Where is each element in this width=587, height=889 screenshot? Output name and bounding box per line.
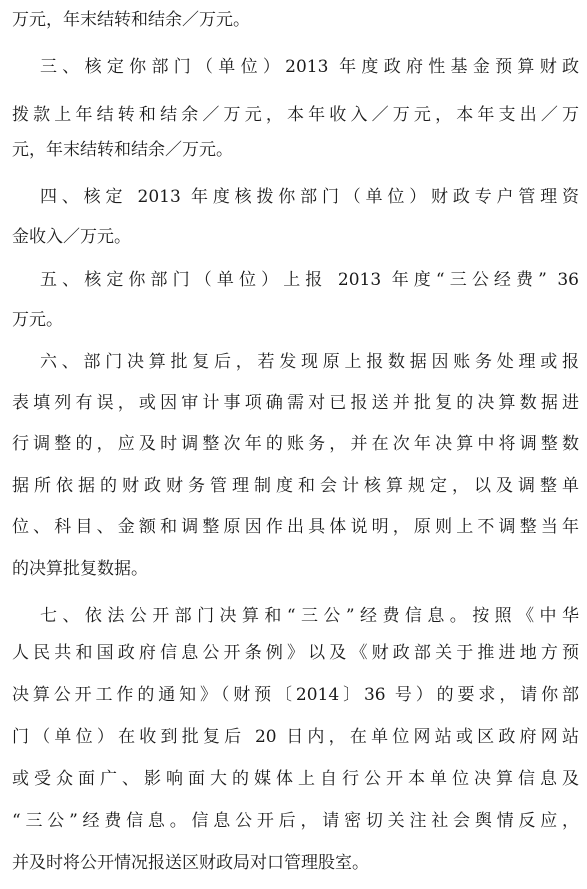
text-line: 元，年末结转和结余／万元。 <box>12 140 233 160</box>
text-line: 决算公开工作的通知》（财预〔2014〕36 号）的要求，请你部 <box>12 685 579 705</box>
text-line: 四、核定 2013 年度核拨你部门（单位）财政专户管理资 <box>40 187 579 207</box>
text-line: 拨款上年结转和结余／万元，本年收入／万元，本年支出／万 <box>12 105 579 125</box>
text-line: 万元，年末结转和结余／万元。 <box>12 10 250 30</box>
text-line: 表填列有误，或因审计事项确需对已报送并批复的决算数据进 <box>12 393 579 413</box>
text-line: 七、依法公开部门决算和“三公”经费信息。按照《中华 <box>40 606 579 626</box>
text-line: “三公”经费信息。信息公开后，请密切关注社会舆情反应， <box>12 811 579 831</box>
text-line: 三、核定你部门（单位）2013 年度政府性基金预算财政 <box>40 57 579 77</box>
text-line: 六、部门决算批复后，若发现原上报数据因账务处理或报 <box>40 352 579 372</box>
text-line: 或受众面广、影响面大的媒体上自行公开本单位决算信息及 <box>12 769 579 789</box>
text-line: 据所依据的财政财务管理制度和会计核算规定，以及调整单 <box>12 476 579 496</box>
text-line: 门（单位）在收到批复后 20 日内，在单位网站或区政府网站 <box>12 727 579 747</box>
text-line: 行调整的，应及时调整次年的账务，并在次年决算中将调整数 <box>12 434 579 454</box>
text-line: 人民共和国政府信息公开条例》以及《财政部关于推进地方预 <box>12 643 579 663</box>
text-line: 五、核定你部门（单位）上报 2013 年度“三公经费” 36 <box>40 270 579 290</box>
text-line: 的决算批复数据。 <box>12 559 148 579</box>
text-line: 并及时将公开情况报送区财政局对口管理股室。 <box>12 853 369 873</box>
text-line: 万元。 <box>12 310 63 330</box>
text-line: 位、科目、金额和调整原因作出具体说明，原则上不调整当年 <box>12 517 579 537</box>
text-line: 金收入／万元。 <box>12 227 131 247</box>
